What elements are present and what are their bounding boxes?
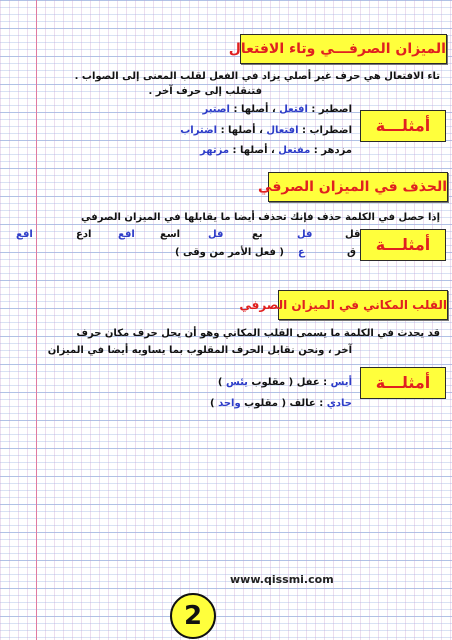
example-row [200, 145, 352, 156]
example-note: ( فعل الأمر من وقى ) [174, 247, 284, 258]
example-pattern: فل [208, 229, 224, 240]
section-title-qalb: القلب المكاني في الميزان الصرفي [278, 290, 448, 320]
paragraph-line: تاء الافتعال هي حرف غير أصلي يزاد في الفعل لقلب المعنى إلى الصواب . [74, 71, 440, 82]
example-word: قل [345, 229, 361, 240]
separator: ، أصلها : [229, 104, 280, 115]
example-row [180, 125, 352, 136]
example-word: ادع [76, 229, 92, 240]
example-word: ق [347, 247, 356, 258]
example-note: ( مقلوب [247, 377, 297, 388]
example-pattern: فل [297, 229, 313, 240]
example-pattern: افع [118, 229, 135, 240]
section-title-iftiaal: الميزان الصرفـــي وتاء الافتعال [240, 34, 447, 64]
example-pattern: عالف [289, 398, 316, 409]
example-pattern: ع [298, 247, 305, 258]
example-row [203, 104, 353, 115]
example-note: ) [210, 398, 219, 409]
notebook-margin-line [36, 0, 37, 640]
example-word: اضطراب [309, 125, 352, 136]
page-number-badge: 2 [170, 593, 216, 639]
example-pattern: مفتعل [278, 145, 311, 156]
examples-label: أمثلـــة [360, 229, 446, 261]
separator: : [298, 125, 310, 136]
example-word: اسع [160, 229, 181, 240]
deletion-example-row [14, 229, 361, 243]
example-word: اصطبر [318, 104, 352, 115]
example-origin: واحد [218, 398, 241, 409]
example-origin: اضتراب [180, 125, 218, 136]
example-origin: يئس [225, 377, 248, 388]
example-pattern: افتعال [266, 125, 299, 136]
deletion-example-row [14, 247, 354, 261]
examples-label: أمثلـــة [360, 110, 446, 142]
example-note: ) [217, 377, 226, 388]
website-url[interactable]: www.qissmi.com [230, 573, 334, 586]
examples-label: أمثلـــة [360, 367, 446, 399]
separator: : [310, 145, 322, 156]
example-word: مزدهر [321, 145, 352, 156]
paragraph-line: إذا حصل في الكلمة حذف فإنك تحذف أيضا ما يقابلها في الميزان الصرفي [81, 212, 440, 223]
example-origin: مزتهر [200, 145, 230, 156]
example-origin: اصتبر [202, 104, 230, 115]
example-pattern: افتعل [279, 104, 308, 115]
example-row [210, 398, 352, 409]
paragraph-line: فتنقلب إلى حرف آخر . [148, 86, 262, 97]
example-row [218, 377, 352, 388]
separator: ، أصلها : [217, 125, 267, 136]
separator: : [307, 104, 319, 115]
example-pattern: عفل [296, 377, 320, 388]
paragraph-line: قد يحدث في الكلمة ما يسمى القلب المكاني وهو أن يحل حرف مكان حرف [76, 328, 440, 339]
paragraph-line: آخر ، ونحن نقابل الحرف المقلوب بما يساويه أيضا في الميزان [47, 345, 352, 356]
example-word: أيس [330, 377, 352, 388]
separator: ، أصلها : [229, 145, 279, 156]
example-note: ( مقلوب [240, 398, 290, 409]
example-word: بع [252, 229, 263, 240]
section-title-hadhf: الحذف في الميزان الصرفي [268, 172, 448, 202]
separator: : [319, 377, 331, 388]
example-pattern: افع [16, 229, 33, 240]
separator: : [315, 398, 327, 409]
example-word: حادي [326, 398, 352, 409]
